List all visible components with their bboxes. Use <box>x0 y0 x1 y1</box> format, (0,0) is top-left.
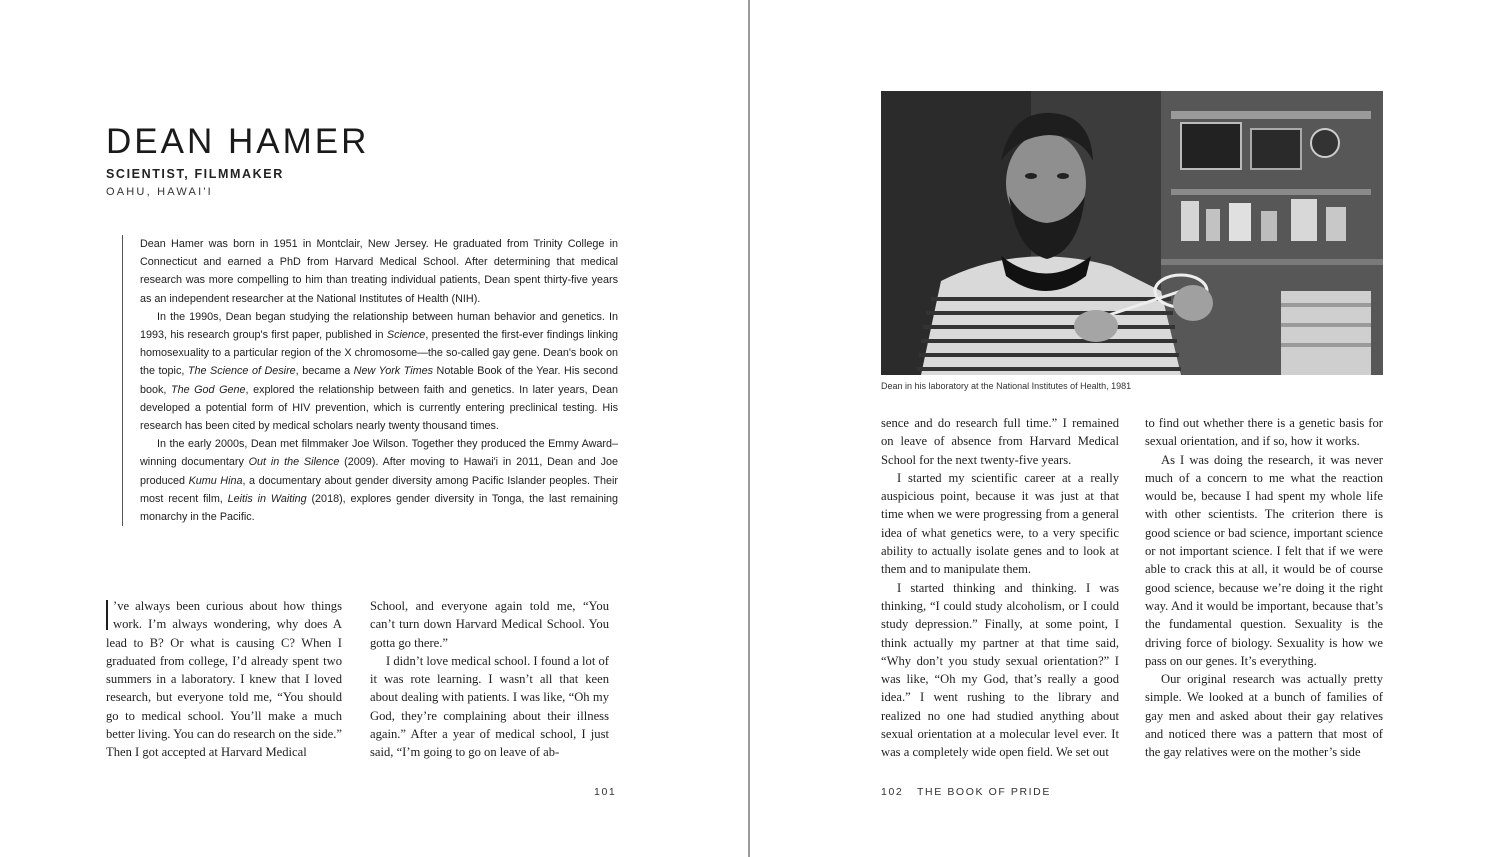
interview-paragraph: As I was doing the research, it was never much of a concern to me what the reaction would be, because I had spent my whole life with other scientists. The criterion there is good science or bad science, important science or not important science. I felt that if we were able to crack this at all, it would be of course good science, because we’re doing it the right way. And it would be important, because that’s the fundamental question. Sexuality is the driving force of biology. Sexuality is how we pass on our genes. It’s everything. <box>1145 452 1383 668</box>
drop-cap-i <box>106 600 108 630</box>
interview-column-2 <box>370 597 609 762</box>
interview-column-1 <box>106 597 342 762</box>
left-page <box>0 0 748 857</box>
photo-caption: Dean in his laboratory at the National Institutes of Health, 1981 <box>881 381 1132 391</box>
interview-paragraph: School, and everyone again told me, “You can’t turn down Harvard Medical School. You gotta go there.” <box>370 599 609 650</box>
interview-column-4 <box>1145 414 1383 762</box>
profile-role: SCIENTIST, FILMMAKER <box>106 167 284 181</box>
bio-paragraph: In the early 2000s, Dean met filmmaker Joe Wilson. Together they produced the Emmy Award–winning documentary Out in the Silence (2009). After moving to Hawai'i in 2011, Dean and Joe produced Kumu Hina, a documentary about gender diversity among Pacific Islander peoples. Their most recent film, Leitis in Waiting (2018), explores gender diversity in Tonga, the last remaining monarchy in the Pacific. <box>140 438 618 524</box>
page-number: 101 <box>594 786 617 798</box>
interview-paragraph: sence and do research full time.” I remained on leave of absence from Harvard Medical School for the next twenty-five years. <box>881 416 1119 467</box>
bio-paragraph: Dean Hamer was born in 1951 in Montclair, New Jersey. He graduated from Trinity College in Connecticut and earned a PhD from Harvard Medical School. After determining that medical research was more compelling to him than treating individual patients, Dean spent thirty-five years as an independent researcher at the National Institutes of Health (NIH). <box>140 238 618 305</box>
interview-paragraph: ’ve always been curious about how things work. I’m always wondering, why does A lead to B? Or what is causing C? When I graduated from college, I’d already spent two summers in a laboratory. I knew that I loved research, but everyone told me, “You should go to medical school. You’ll make a much better living. You can do research on the side.” Then I got accepted at Harvard Medical <box>106 599 342 760</box>
right-page <box>751 0 1500 857</box>
lab-photo <box>881 91 1383 375</box>
book-gutter <box>748 0 750 857</box>
interview-paragraph: to find out whether there is a genetic basis for sexual orientation, and if so, how it works. <box>1145 416 1383 449</box>
bio-sidebar <box>122 235 618 526</box>
profile-name: DEAN HAMER <box>106 122 370 161</box>
page-number: 102 <box>881 786 904 798</box>
interview-paragraph: I started thinking and thinking. I was thinking, “I could study alcoholism, or I could study depression.” Finally, at some point, I think actually my partner at that time said, “Why don’t you study sexual orientation?” I was like, “Oh my God, that’s really a good idea.” I went rushing to the library and realized no one had studied anything about sexual orientation at a molecular level ever. It was a completely wide open field. We set out <box>881 580 1119 760</box>
profile-location: OAHU, HAWAI'I <box>106 186 213 198</box>
interview-column-3 <box>881 414 1119 762</box>
interview-paragraph: I didn’t love medical school. I found a lot of it was rote learning. I wasn’t all that keen about dealing with patients. I was like, “Oh my God, they’re complaining about their illness again.” After a year of medical school, I just said, “I’m going to go on leave of ab- <box>370 653 609 760</box>
bio-paragraph: In the 1990s, Dean began studying the relationship between human behavior and genetics. In 1993, his research group's first paper, published in Science, presented the first-ever findings linking homosexuality to a particular region of the X chromosome—the so-called gay gene. Dean's book on the topic, The Science of Desire, became a New York Times Notable Book of the Year. His second book, The God Gene, explored the relationship between faith and genetics. In later years, Dean developed a potential form of HIV prevention, which is currently entering preclinical testing. His research has been cited by medical scholars nearly twenty thousand times. <box>140 310 619 433</box>
interview-paragraph: I started my scientific career at a really auspicious point, because it was just at that time when we were progressing from a general idea of what genetics were, to a very specific ability to actually isolate genes and to look at them and to manipulate them. <box>881 470 1119 577</box>
running-head: THE BOOK OF PRIDE <box>917 786 1051 798</box>
interview-paragraph: Our original research was actually pretty simple. We looked at a bunch of families of gay men and asked about their gay relatives and noticed there was a pattern that most of the gay relatives were on the mother’s side <box>1145 672 1383 760</box>
lab-photo-illustration <box>881 91 1383 375</box>
